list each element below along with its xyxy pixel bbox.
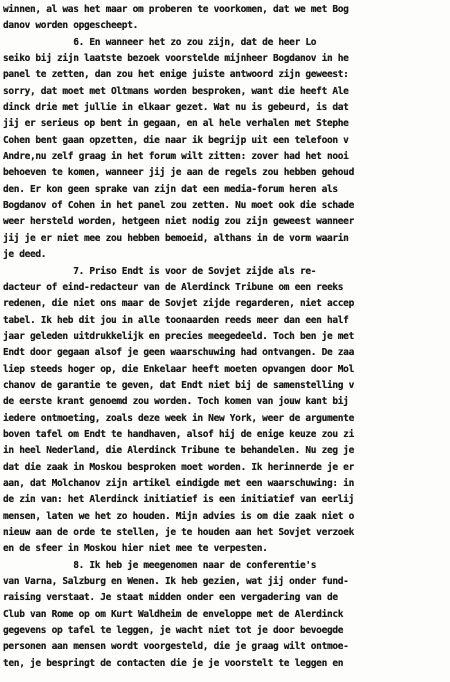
text-line-25: de eerste krant genoemd zou worden. Toch komen van jouw kant bij bbox=[3, 396, 349, 408]
text-line-36: van Varna, Salzburg en Wenen. Ik heb gezien, wat jij onder fund- bbox=[3, 576, 349, 588]
text-line-3: 6. En wanneer het zo zou zijn, dat de heer Lo bbox=[3, 36, 317, 48]
text-line-11: behoeven te komen, wanneer jij je aan de regels zou hebben gehoud bbox=[3, 167, 354, 179]
text-line-20: tabel. Ik heb dit jou in alle toonaarden reeds meer dan een half bbox=[3, 314, 349, 326]
text-line-22: Endt door gegaan alsof je geen waarschuwing had ontvangen. De zaa bbox=[3, 347, 354, 359]
text-line-17: 7. Priso Endt is voor de Sovjet zijde als re- bbox=[3, 265, 317, 277]
text-line-7: dinck drie met jullie in elkaar gezet. Wat nu is gebeurd, is dat bbox=[3, 102, 349, 114]
text-line-10: Andre,nu zelf graag in het forum wilt zitten: zover had het nooi bbox=[3, 151, 349, 163]
text-line-1: winnen, al was het maar om proberen te voorkomen, dat we met Bog bbox=[3, 4, 349, 15]
text-line-15: jij je er niet mee zou hebben bemoeid, althans in de vorm waarin bbox=[3, 232, 349, 244]
text-line-32: mensen, laten we het zo houden. Mijn advies is om die zaak niet o bbox=[3, 510, 354, 522]
text-line-33: nieuw aan de orde te stellen, je te houden aan het Sovjet verzoek bbox=[3, 527, 354, 538]
text-line-29: dat die zaak in Moskou besproken moet worden. Ik herinnerde je er bbox=[3, 461, 354, 473]
text-line-39: gegevens op tafel te leggen, je wacht niet tot je door bevoegde bbox=[3, 625, 344, 637]
letter-body bbox=[3, 2, 450, 672]
text-line-40: personen aan mensen wordt voorgesteld, die je graag wilt ontmoe- bbox=[3, 641, 349, 653]
text-line-6: sorry, dat moet met Oltmans worden besproken, want die heeft Ale bbox=[3, 85, 349, 97]
text-line-19: redenen, die niet ons maar de Sovjet zijde regarderen, niet accep bbox=[3, 298, 354, 310]
text-line-34: en de sfeer in Moskou hier niet mee te verpesten. bbox=[3, 543, 268, 555]
text-line-13: Bogdanov of Cohen in het panel zou zetten. Nu moet ook die schade bbox=[3, 200, 354, 212]
text-line-8: jij er serieus op bent in gegaan, en al hele verhalen met Stephe bbox=[3, 118, 349, 130]
text-line-18: dacteur of eind-redacteur van de Alerdinck Tribune om een reeks bbox=[3, 281, 344, 293]
text-line-28: in heel Nederland, die Alerdinck Tribune te behandelen. Nu zeg je bbox=[3, 445, 354, 457]
text-line-31: de zin van: het Alerdinck initiatief is een initiatief van eerlij bbox=[3, 494, 354, 506]
text-line-35: 8. Ik heb je meegenomen naar de conferentie's bbox=[3, 559, 317, 571]
text-line-41: ten, je bespringt de contacten die je je voorstelt te leggen en bbox=[3, 657, 344, 669]
text-line-14: weer hersteld worden, hetgeen niet nodig zou zijn geweest wanneer bbox=[3, 216, 354, 228]
text-line-4: seiko bij zijn laatste bezoek voorstelde mijnheer Bogdanov in he bbox=[3, 53, 349, 65]
text-line-37: raising verstaat. Je staat midden onder een vergadering van de bbox=[3, 592, 338, 604]
text-line-2: danov worden opgescheept. bbox=[3, 20, 138, 32]
text-line-27: boven tafel om Endt te handhaven, alsof hij de enige keuze zou zi bbox=[3, 428, 354, 440]
text-line-21: jaar geleden uitdrukkelijk en precies meegedeeld. Toch ben je met bbox=[3, 330, 354, 342]
text-line-5: panel te zetten, dan zou het enige juiste antwoord zijn geweest: bbox=[3, 69, 349, 81]
text-line-24: chanov de garantie te geven, dat Endt niet bij de samenstelling v bbox=[3, 379, 354, 391]
text-line-16: je deed. bbox=[3, 249, 47, 261]
text-line-12: den. Er kon geen sprake van zijn dat een media-forum heren als bbox=[3, 183, 338, 195]
text-line-9: Cohen bent gaan opzetten, die naar ik begrijp uit een telefoon v bbox=[3, 134, 349, 146]
text-line-30: aan, dat Molchanov zijn artikel eindigde met een waarschuwing: in bbox=[3, 477, 354, 489]
text-line-26: iedere ontmoeting, zoals deze week in New York, weer de argumente bbox=[3, 412, 354, 424]
text-line-38: Club van Rome op om Kurt Waldheim de enveloppe met de Alerdinck bbox=[3, 608, 344, 620]
text-line-23: liep steeds hoger op, die Enkelaar heeft moeten opvangen door Mol bbox=[3, 363, 354, 375]
